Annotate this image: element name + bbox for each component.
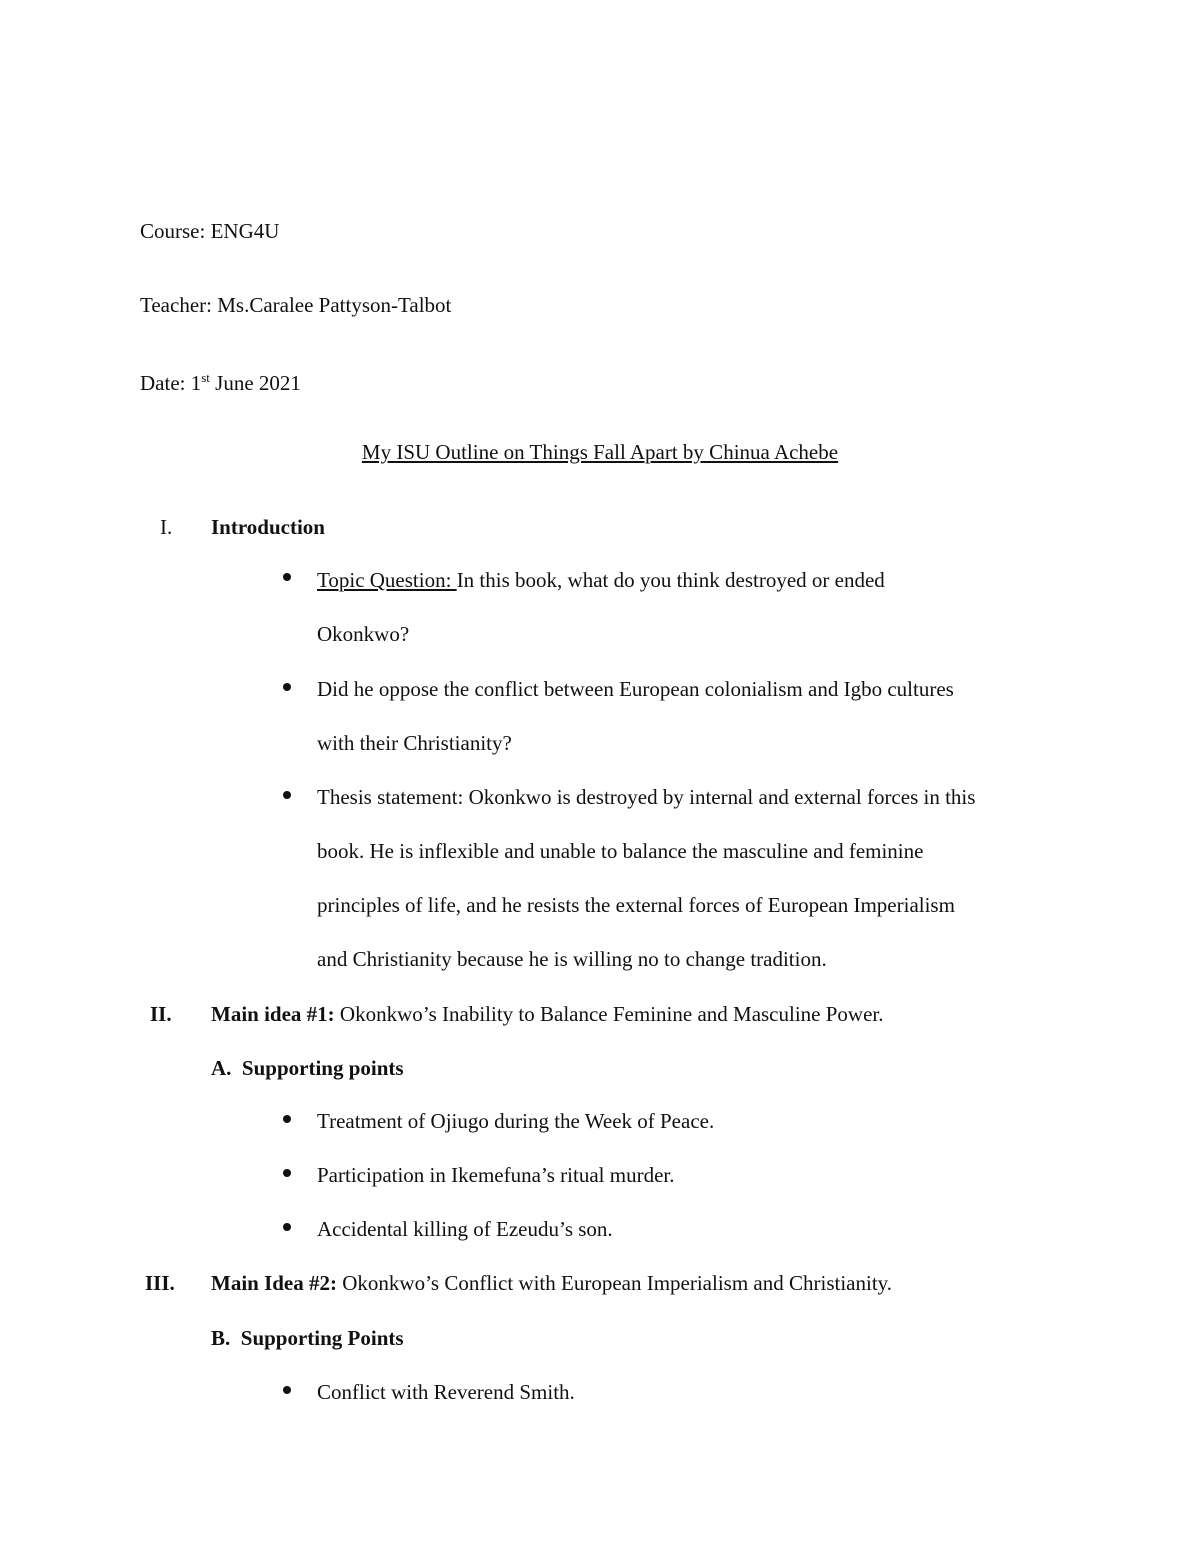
section-numeral-3: III. — [145, 1271, 175, 1295]
bullet-supporting-point: Accidental killing of Ezeudu’s son. — [317, 1217, 613, 1241]
bullet-thesis-statement: Thesis statement: Okonkwo is destroyed by internal and external forces in this — [317, 785, 976, 809]
bullet-continuation: with their Christianity? — [317, 731, 512, 755]
sub-label: Supporting points — [241, 1056, 404, 1080]
main-idea-2-label: Main Idea #2: — [211, 1271, 337, 1295]
section-title-main-idea-2 — [211, 1270, 892, 1296]
bullet-supporting-point: Treatment of Ojiugo during the Week of Peace. — [317, 1109, 715, 1133]
bullet-topic-question — [317, 567, 885, 593]
section-title-main-idea-1 — [211, 1001, 884, 1027]
bullet-continuation: Okonkwo? — [317, 622, 410, 646]
bullet-icon — [283, 573, 291, 581]
subheading-supporting-points-b — [211, 1325, 404, 1351]
topic-question-text: In this book, what do you think destroyed or ended — [456, 568, 885, 592]
bullet-icon — [283, 1386, 291, 1394]
bullet-continuation: and Christianity because he is willing no to change tradition. — [317, 947, 827, 971]
bullet-supporting-point: Conflict with Reverend Smith. — [317, 1380, 575, 1404]
bullet-conflict-question: Did he oppose the conflict between European colonialism and Igbo cultures — [317, 677, 954, 701]
document-title: My ISU Outline on Things Fall Apart by Chinua Achebe — [361, 440, 839, 464]
bullet-icon — [283, 1169, 291, 1177]
main-idea-1-text: Okonkwo’s Inability to Balance Feminine and Masculine Power. — [334, 1002, 884, 1026]
bullet-icon — [283, 1115, 291, 1123]
bullet-icon — [283, 1223, 291, 1231]
section-numeral-1: I. — [160, 515, 173, 539]
sub-label: Supporting Points — [240, 1326, 404, 1350]
sub-letter: B. — [211, 1326, 231, 1350]
teacher-line: Teacher: Ms.Caralee Pattyson-Talbot — [140, 293, 452, 317]
sub-letter: A. — [211, 1056, 232, 1080]
bullet-continuation: principles of life, and he resists the external forces of European Imperialism — [317, 893, 955, 917]
date-superscript: st — [201, 370, 210, 385]
bullet-icon — [283, 683, 291, 691]
date-suffix: June 2021 — [209, 371, 301, 395]
date-prefix: Date: 1 — [140, 371, 202, 395]
bullet-continuation: book. He is inflexible and unable to balance the masculine and feminine — [317, 839, 924, 863]
section-numeral-2: II. — [150, 1002, 172, 1026]
bullet-supporting-point: Participation in Ikemefuna’s ritual murder. — [317, 1163, 675, 1187]
section-title-introduction: Introduction — [211, 515, 325, 539]
subheading-supporting-points-a — [211, 1055, 404, 1081]
bullet-icon — [283, 791, 291, 799]
topic-question-label: Topic Question: — [317, 568, 457, 592]
course-line: Course: ENG4U — [140, 219, 280, 243]
main-idea-1-label: Main idea #1: — [211, 1002, 335, 1026]
main-idea-2-text: Okonkwo’s Conflict with European Imperialism and Christianity. — [337, 1271, 893, 1295]
date-line — [140, 365, 301, 396]
